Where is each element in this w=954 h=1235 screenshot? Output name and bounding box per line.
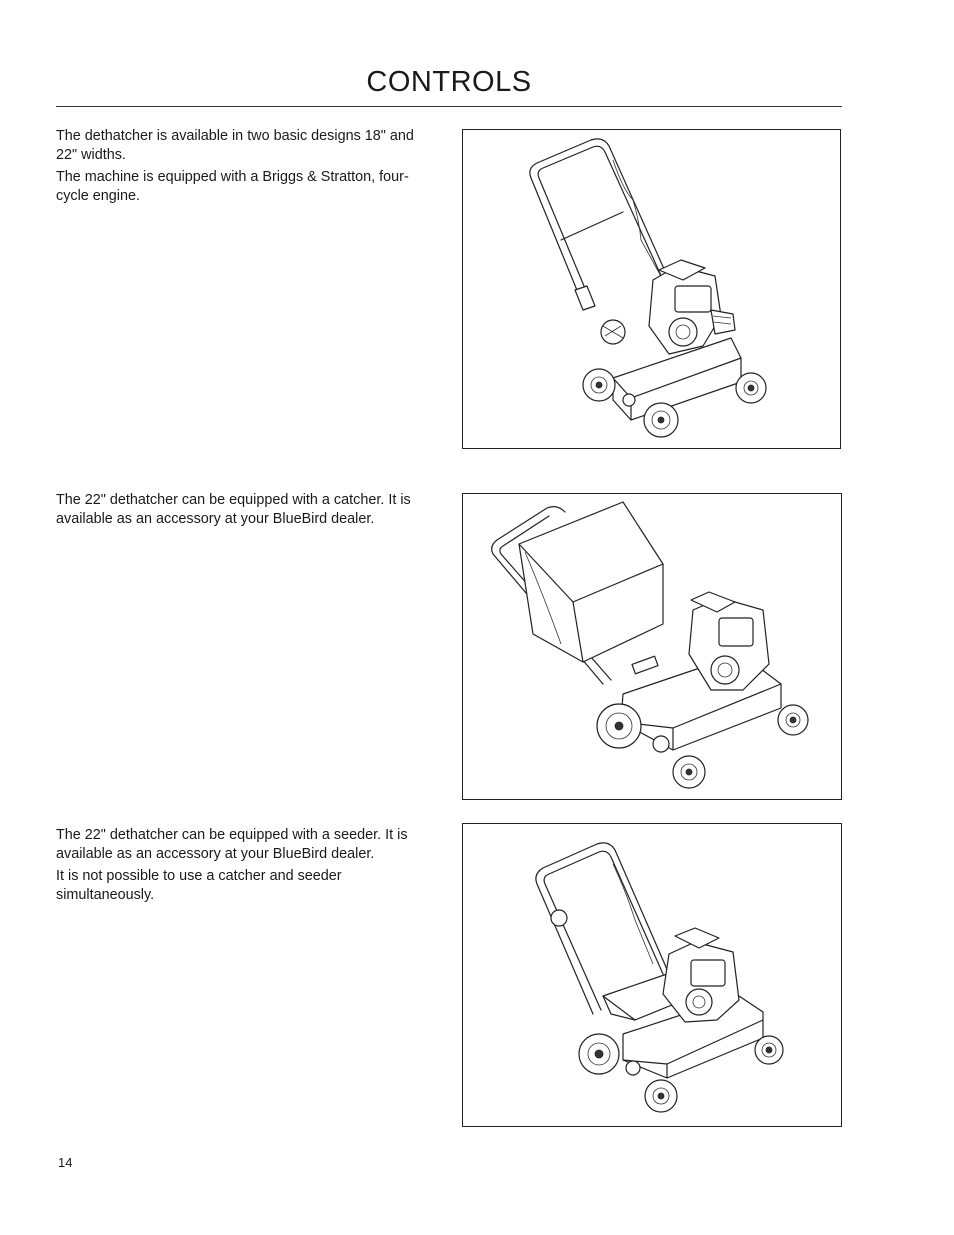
section-2-text — [56, 491, 438, 532]
dethatcher-illustration-icon — [463, 130, 840, 448]
dethatcher-catcher-figure — [462, 493, 842, 800]
dethatcher-with-seeder-illustration-icon — [463, 824, 841, 1126]
section-3-text — [56, 826, 438, 908]
dethatcher-seeder-figure — [462, 823, 842, 1127]
title-divider — [56, 106, 842, 107]
section-1-paragraph-1: The dethatcher is available in two basic designs 18" and 22" widths. — [56, 128, 414, 163]
section-2-paragraph-1: The 22" dethatcher can be equipped with a catcher. It is available as an accessory at your BlueBird dealer. — [56, 492, 411, 527]
section-1-text — [56, 127, 438, 209]
section-3-paragraph-1: The 22" dethatcher can be equipped with a seeder. It is available as an accessory at your BlueBird dealer. — [56, 827, 408, 862]
section-3-paragraph-2: It is not possible to use a catcher and seeder simultaneously. — [56, 868, 342, 903]
page-title: CONTROLS — [366, 66, 532, 98]
dethatcher-with-catcher-illustration-icon — [463, 494, 841, 799]
section-1-paragraph-2: The machine is equipped with a Briggs & Stratton, four-cycle engine. — [56, 169, 409, 204]
dethatcher-figure — [462, 129, 841, 449]
page-number: 14 — [58, 1155, 73, 1170]
